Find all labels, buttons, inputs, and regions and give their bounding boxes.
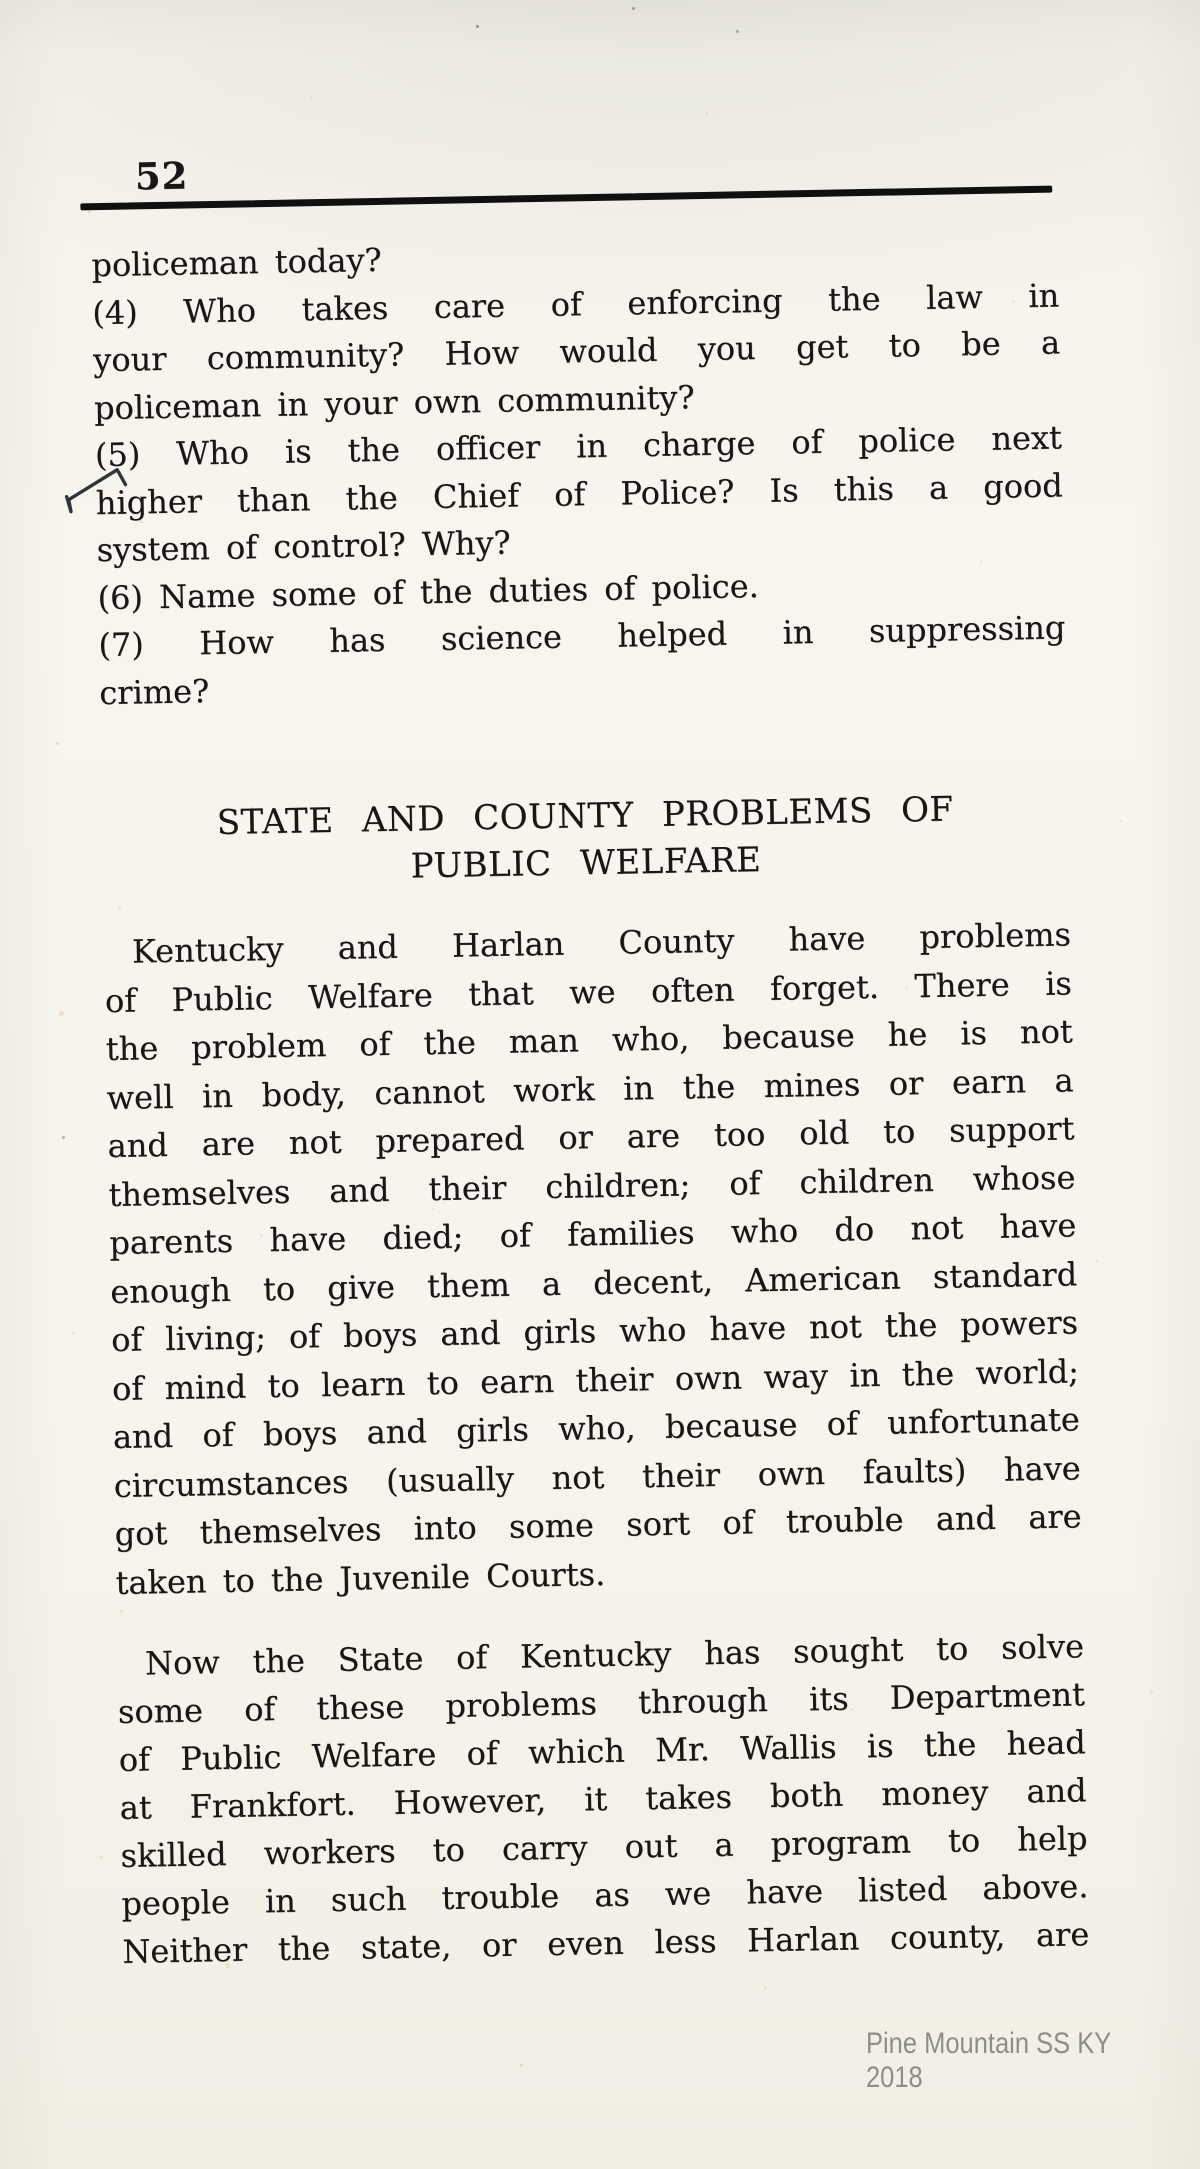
text-line: at Frankfort. However, it takes both money and (119, 1771, 1087, 1827)
text-line: Now the State of Kentucky has sought to solve (144, 1627, 1085, 1683)
text-line: higher than the Chief of Police? Is this a good (95, 465, 1063, 522)
text-line: STATE AND COUNTY PROBLEMS OF (216, 789, 954, 843)
text-line: crime? (98, 671, 210, 712)
text-line: parents have died; of families who do not have (109, 1206, 1077, 1263)
text-line: people in such trouble as we have listed above. (121, 1867, 1089, 1923)
text-line: enough to give them a decent, American standard (109, 1254, 1078, 1311)
text-line: Neither the state, or even less Harlan county, are (122, 1915, 1090, 1971)
text-line: Kentucky and Harlan County have problems (131, 915, 1072, 971)
text-line: taken to the Juvenile Courts. (115, 1554, 606, 1602)
text-line: (6) Name some of the duties of police. (97, 566, 760, 617)
header-rule (80, 186, 1052, 211)
text-line: circumstances (usually not their own faults) have (113, 1448, 1082, 1505)
text-line: your community? How would you get to be a (92, 323, 1061, 380)
watermark: Pine Mountain SS KY 2018 (866, 2027, 1111, 2094)
text-line: themselves and their children; of children whose (108, 1157, 1076, 1214)
text-line: of Public Welfare of which Mr. Wallis is the head (118, 1723, 1087, 1779)
text-line: system of control? Why? (96, 523, 511, 570)
text-line: and of boys and girls who, because of unfortunate (112, 1400, 1081, 1456)
paragraph-state-solution (117, 1622, 1090, 1976)
text-line: PUBLIC WELFARE (410, 840, 762, 887)
section-heading (101, 784, 1070, 896)
text-line: got themselves into some sort of trouble and are (114, 1497, 1082, 1553)
text-line: skilled workers to carry out a program to help (120, 1819, 1088, 1875)
paragraph-welfare-problems (104, 910, 1083, 1607)
text-line: policeman today? (91, 240, 382, 285)
paper-speckles (0, 0, 3, 3)
text-line: of mind to learn to earn their own way in the world; (111, 1351, 1080, 1408)
text-line: of living; of boys and girls who have not the powers (110, 1303, 1079, 1360)
text-line: well in body, cannot work in the mines or earn a (106, 1060, 1074, 1117)
text-line: the problem of the man who, because he is not (105, 1012, 1074, 1069)
text-line: some of these problems through its Department (117, 1675, 1086, 1731)
text-line: and are not prepared or are too old to support (107, 1109, 1075, 1166)
text-line: (5) Who is the officer in charge of police next (94, 418, 1063, 475)
text-line: policeman in your own community? (93, 377, 695, 427)
text-line: (7) How has science helped in suppressing (98, 608, 1066, 665)
text-line: of Public Welfare that we often forget. There is (104, 963, 1073, 1020)
questions-section (91, 224, 1067, 717)
text-line: (4) Who takes care of enforcing the law in (91, 275, 1060, 332)
page-number: 52 (134, 153, 189, 199)
